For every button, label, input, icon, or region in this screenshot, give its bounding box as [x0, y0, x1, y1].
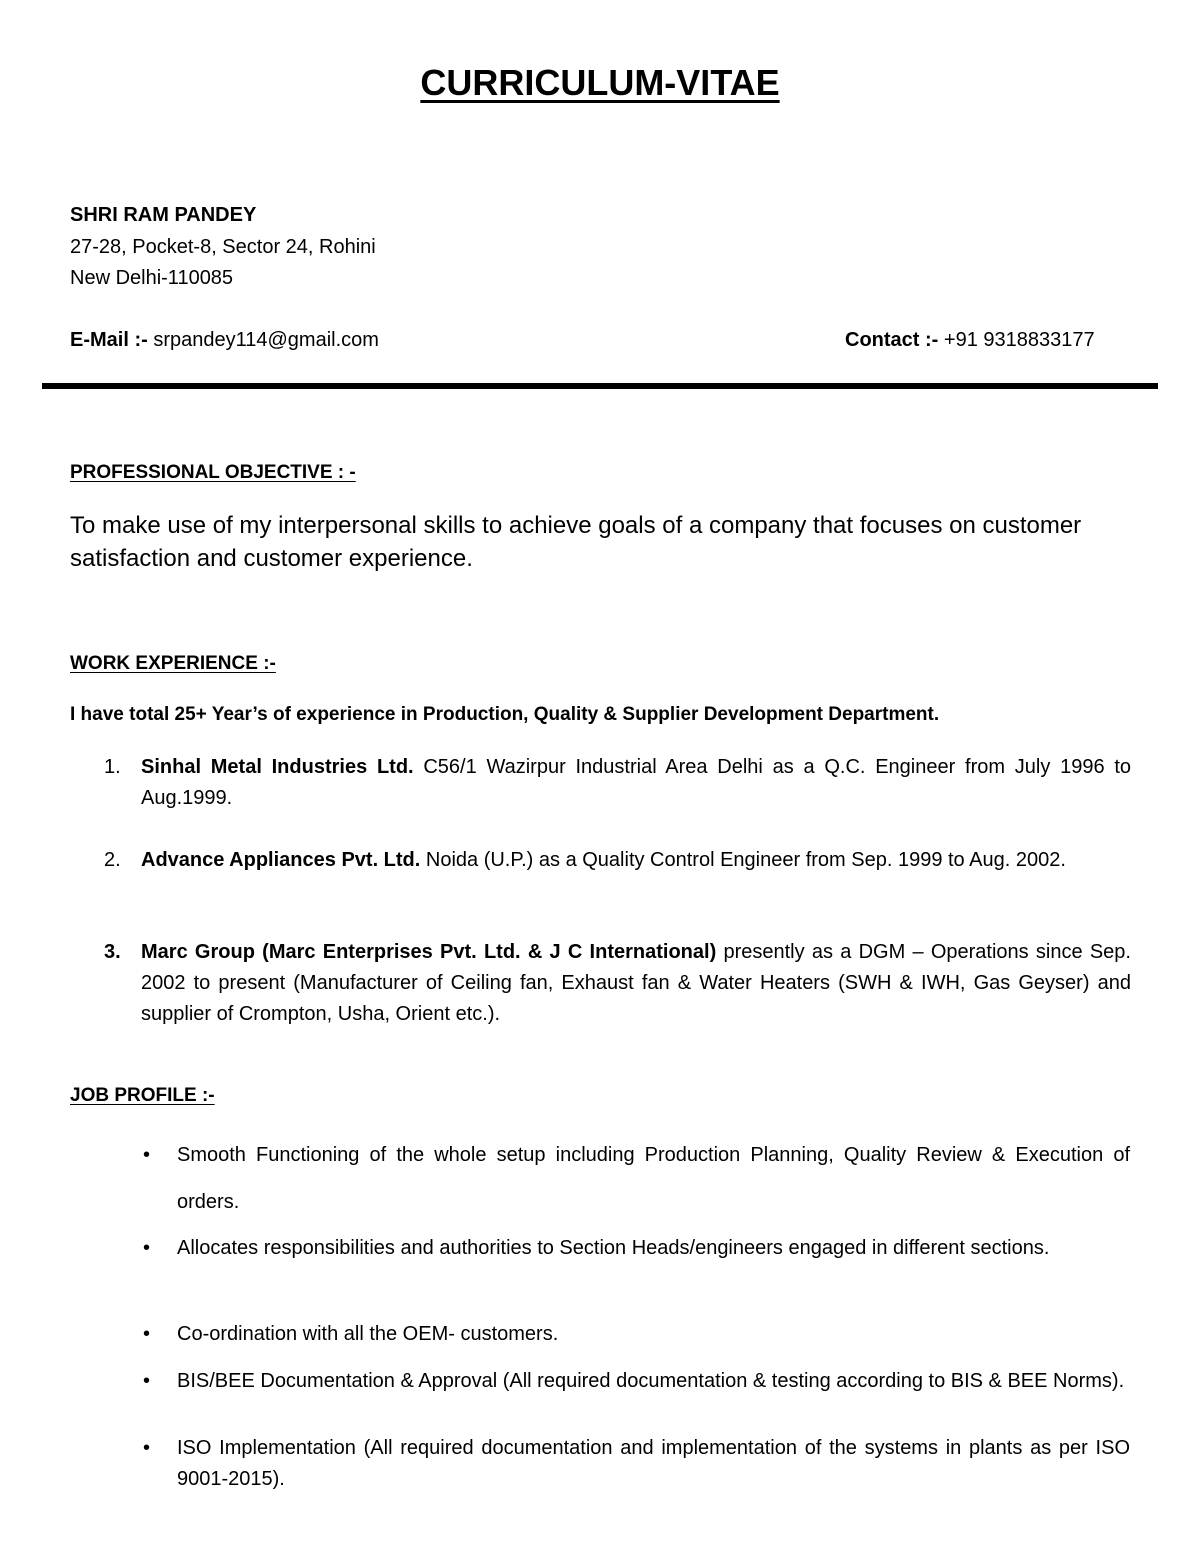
contact-label: Contact :- — [845, 329, 939, 351]
experience-company: Marc Group (Marc Enterprises Pvt. Ltd. & J C International) — [141, 941, 717, 963]
contact-row — [70, 329, 1130, 352]
phone-block — [845, 329, 1095, 352]
experience-number: 1. — [104, 756, 121, 778]
job-profile-bullet: • ISO Implementation (All required documentation and implementation of the systems in plants as per ISO 9001-2015). — [177, 1433, 1130, 1495]
job-profile-heading: JOB PROFILE :- — [70, 1085, 215, 1106]
work-summary: I have total 25+ Year’s of experience in Production, Quality & Supplier Development Department. — [70, 704, 940, 725]
email-block — [70, 329, 379, 351]
experience-detail: C56/1 Wazirpur Industrial Area Delhi as a Q.C. Engineer from July 1996 to Aug.1999. — [141, 756, 1131, 809]
experience-number: 2. — [104, 849, 121, 871]
experience-number: 3. — [104, 941, 121, 963]
experience-item — [104, 845, 1131, 876]
objective-heading: PROFESSIONAL OBJECTIVE : - — [70, 462, 356, 483]
contact-value: +91 9318833177 — [938, 329, 1095, 351]
job-profile-bullet: • Smooth Functioning of the whole setup including Production Planning, Quality Review & Execution of orders. — [177, 1132, 1130, 1226]
experience-detail: presently as a DGM – Operations since Sep. 2002 to present (Manufacturer of Ceiling fan, Exhaust fan & Water Heaters (SWH & IWH, Gas Geyser) and supplier of Crompton, Usha, Orient etc.). — [141, 941, 1131, 1025]
experience-company: Sinhal Metal Industries Ltd. — [141, 756, 414, 778]
objective-text: To make use of my interpersonal skills to achieve goals of a company that focuses on customer satisfaction and customer experience. — [70, 512, 1082, 572]
document-title: CURRICULUM-VITAE — [420, 62, 780, 103]
email-value: srpandey114@gmail.com — [147, 329, 379, 351]
email-label: E-Mail :- — [70, 329, 148, 351]
address-line-2: New Delhi-110085 — [70, 267, 234, 289]
header-divider — [42, 383, 1158, 389]
address-line-1: 27-28, Pocket-8, Sector 24, Rohini — [70, 236, 376, 258]
experience-item — [104, 937, 1131, 1030]
job-profile-bullet: • BIS/BEE Documentation & Approval (All required documentation & testing according to BIS & BEE Norms). — [177, 1366, 1130, 1397]
job-profile-bullet: • Allocates responsibilities and authorities to Section Heads/engineers engaged in different sections. — [177, 1225, 1130, 1272]
experience-company: Advance Appliances Pvt. Ltd. — [141, 849, 421, 871]
job-profile-bullet: • Co-ordination with all the OEM- customers. — [177, 1319, 1130, 1349]
work-experience-heading: WORK EXPERIENCE :- — [70, 653, 276, 674]
applicant-name: SHRI RAM PANDEY — [70, 204, 257, 226]
experience-item — [104, 752, 1131, 814]
experience-detail: Noida (U.P.) as a Quality Control Engineer from Sep. 1999 to Aug. 2002. — [420, 849, 1066, 871]
